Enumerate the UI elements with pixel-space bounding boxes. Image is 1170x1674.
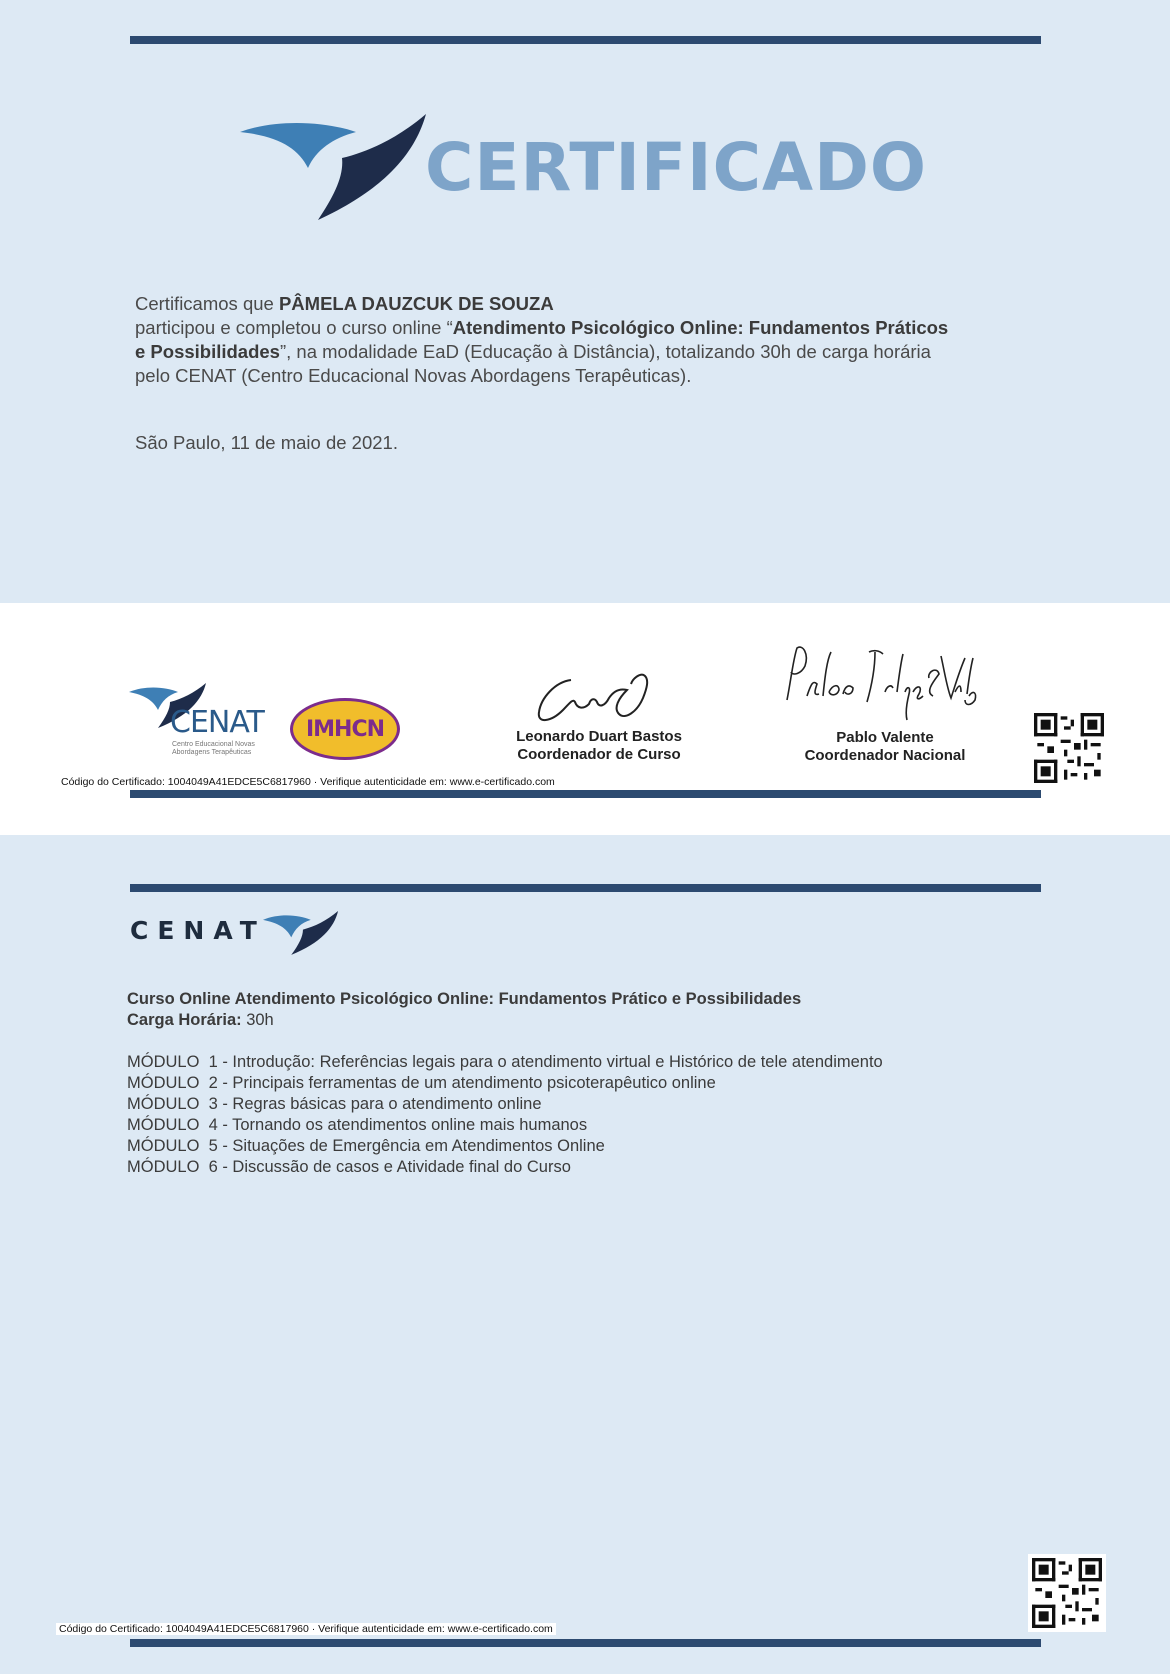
module-list [127,1052,883,1178]
signature-leonardo-icon [533,668,668,730]
body-line: ”, na modalidade EaD (Educação à Distância), totalizando 30h de carga horária [279,341,931,362]
cenat-bird-logo-icon [238,110,428,225]
module-item: MÓDULO 3 - Regras básicas para o atendimento online [127,1095,542,1113]
signer-role: Coordenador Nacional [804,747,966,764]
band-rule [130,790,1041,798]
top-rule [130,36,1041,44]
module-item: MÓDULO 1 - Introdução: Referências legais para o atendimento virtual e Histórico de tele atendimento [127,1053,883,1071]
cenat-subtitle-line: Abordagens Terapêuticas [172,749,252,756]
signature-pablo [775,729,995,765]
page2-bottom-rule [130,1639,1041,1647]
module-item: MÓDULO 4 - Tornando os atendimentos online mais humanos [127,1116,588,1134]
cenat-header-bird-icon [262,910,340,955]
hours-value: 30h [241,1011,274,1029]
qr-code-icon [1028,1554,1106,1632]
recipient-name: PÂMELA DAUZCUK DE SOUZA [278,293,554,314]
certificate-page [0,0,1170,603]
cenat-header-wordmark: CENAT [130,916,266,945]
qr-code-icon [1034,713,1104,783]
module-item: MÓDULO 2 - Principais ferramentas de um atendimento psicoterapêutico online [127,1074,716,1092]
body-line: pelo CENAT (Centro Educacional Novas Abordagens Terapêuticas). [135,365,692,386]
module-item: MÓDULO 5 - Situações de Emergência em Atendimentos Online [127,1137,605,1155]
cenat-wordmark: CENAT [170,705,264,740]
body-line: participou e completou o curso online “ [135,317,453,338]
signer-name: Leonardo Duart Bastos [516,728,682,745]
intro-text: Certificamos que [135,293,274,314]
imhcn-wordmark: IMHCN [305,716,385,742]
course-page [0,835,1170,1674]
certificate-code: Código do Certificado: 1004049A41EDCE5C6817960 · Verifique autenticidade em: www.e-certificado.com [58,776,558,788]
page2-top-rule [130,884,1041,892]
course-name-cont: e Possibilidades [135,341,280,362]
course-name: Atendimento Psicológico Online: Fundamentos Práticos [452,317,949,338]
course-title: Curso Online Atendimento Psicológico Online: Fundamentos Prático e Possibilidades [127,990,802,1008]
certificate-body [135,292,1005,388]
issue-date: São Paulo, 11 de maio de 2021. [135,432,398,453]
signer-name: Pablo Valente [836,729,934,746]
certificate-title: CERTIFICADO [425,129,928,206]
signature-leonardo [494,728,704,764]
module-item: MÓDULO 6 - Discussão de casos e Atividade final do Curso [127,1158,571,1176]
imhcn-logo [290,698,400,760]
signature-pablo-icon [783,640,978,740]
course-hours [127,1011,274,1030]
cenat-subtitle-line: Centro Educacional Novas [172,741,255,748]
certificate-code: Código do Certificado: 1004049A41EDCE5C6817960 · Verifique autenticidade em: www.e-certificado.com [56,1623,556,1635]
cenat-subtitle [172,741,262,757]
hours-label: Carga Horária: [127,1011,242,1029]
signer-role: Coordenador de Curso [517,746,681,763]
